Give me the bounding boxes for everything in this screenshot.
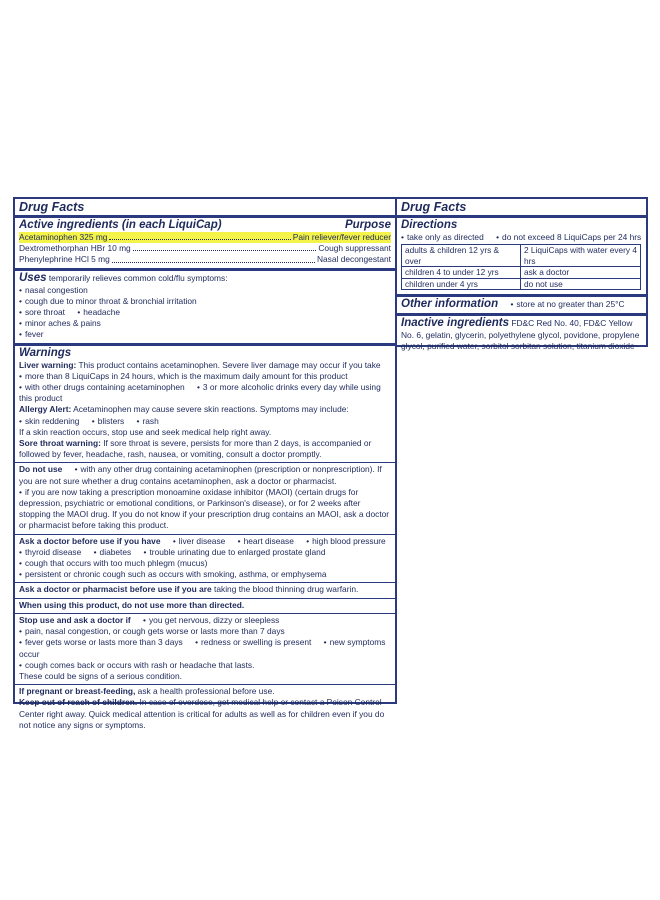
ask-pharmacist-text: taking the blood thinning drug warfarin. (214, 584, 359, 595)
ingredient-row (19, 232, 391, 243)
when-using-section (15, 599, 395, 613)
table-cell: ask a doctor (521, 267, 641, 279)
list-item: • cough that occurs with too much phlegm (mucus) (19, 558, 391, 569)
table-row (402, 267, 641, 279)
table-cell: adults & children 12 yrs & over (402, 245, 521, 267)
panel-title: Drug Facts (19, 200, 85, 214)
stop-use-label: Stop use and ask a doctor if (19, 614, 131, 625)
active-ingredients-section (15, 218, 395, 268)
allergy-alert-label: Allergy Alert: (19, 404, 72, 415)
panel-title: Drug Facts (401, 200, 467, 214)
list-item: • diabetes (94, 547, 132, 557)
uses-heading: Uses (19, 271, 47, 284)
ingredient-row (19, 254, 391, 265)
ingredient-purpose: Pain reliever/fever reducer (292, 232, 391, 242)
list-item: • do not exceed 8 LiquiCaps per 24 hrs (496, 232, 641, 242)
stop-use-section (15, 614, 395, 684)
warnings-section (15, 346, 395, 463)
pregnancy-section (15, 685, 395, 733)
liver-warning-label: Liver warning: (19, 359, 77, 370)
list-item: • pain, nasal congestion, or cough gets worse or lasts more than 7 days (19, 626, 391, 637)
warnings-heading: Warnings (19, 346, 72, 359)
list-item: • with other drugs containing acetaminophen (19, 382, 185, 392)
stop-use-after: These could be signs of a serious condition. (19, 670, 182, 681)
ask-pharmacist-label: Ask a doctor or pharmacist before use if you are (19, 584, 212, 595)
list-item: • persistent or chronic cough such as occurs with smoking, asthma, or emphysema (19, 569, 391, 580)
list-item: • cough comes back or occurs with rash or headache that lasts. (19, 660, 391, 671)
pregnancy-label: If pregnant or breast-feeding, (19, 686, 136, 697)
ingredient-purpose: Cough suppressant (318, 243, 391, 254)
uses-intro: temporarily relieves common cold/flu symptoms: (48, 272, 228, 283)
table-cell: children 4 to under 12 yrs (402, 267, 521, 279)
list-item: • high blood pressure (306, 536, 386, 546)
ingredient-name: Phenylephrine HCl 5 mg (19, 254, 110, 265)
list-item: • fever gets worse or lasts more than 3 days (19, 637, 183, 647)
do-not-use-label: Do not use (19, 464, 63, 475)
list-item: • store at no greater than 25°C (510, 299, 624, 309)
keep-out-reach-text: In case of overdose, get medical help or contact a Poison Control Center right away. Quick medical attention is critical for adults as well as for children even if you do not notice any signs or symptoms. (19, 697, 385, 730)
other-information-heading: Other information (401, 298, 499, 311)
purpose-heading: Purpose (344, 219, 391, 231)
liver-warning-text: This product contains acetaminophen. Severe liver damage may occur if you take (78, 359, 381, 370)
list-item: • blisters (92, 416, 124, 426)
inactive-ingredients-text: FD&C Red No. 40, FD&C Yellow No. 6, gelatin, glycerin, polyethylene glycol, povidone, propylene glycol, purified water, sorbitol sorbitan solution, titanium dioxide (401, 318, 640, 352)
when-using-label: When using this product, do not use more than directed. (19, 599, 245, 610)
ask-doctor-section (15, 535, 395, 583)
ingredient-name: Acetaminophen 325 mg (19, 232, 108, 242)
list-item: • liver disease (173, 536, 226, 546)
list-item: • rash (137, 416, 159, 426)
list-item: • sore throat (19, 307, 65, 317)
list-item: • 3 or more alcoholic drinks every day while using this product (19, 382, 381, 403)
inactive-ingredients-heading: Inactive ingredients (401, 317, 510, 330)
pregnancy-text: ask a health professional before use. (137, 686, 275, 697)
keep-out-reach-label: Keep out of reach of children. (19, 697, 138, 708)
list-item: • nasal congestion (19, 285, 391, 296)
list-item: • skin reddening (19, 416, 79, 426)
table-cell: children under 4 yrs (402, 278, 521, 290)
ask-doctor-label: Ask a doctor before use if you have (19, 535, 161, 546)
list-item: • cough due to minor throat & bronchial irritation (19, 296, 391, 307)
ingredient-purpose: Nasal decongestant (316, 254, 391, 265)
ingredient-name: Dextromethorphan HBr 10 mg (19, 243, 131, 254)
active-ingredients-heading: Active ingredients (in each LiquiCap) (19, 219, 222, 231)
table-cell: do not use (521, 278, 641, 290)
list-item: • minor aches & pains (19, 318, 391, 329)
allergy-after-text: If a skin reaction occurs, stop use and seek medical help right away. (19, 426, 272, 437)
table-row (402, 278, 641, 290)
table-row (402, 245, 641, 267)
sore-throat-label: Sore throat warning: (19, 438, 101, 449)
ingredient-row (19, 243, 391, 254)
list-item: • if you are now taking a prescription monoamine oxidase inhibitor (MAOI) (certain drugs for depression, psychiatric or emotional conditions, or Parkinson's disease), or for 2 weeks after stopping the MAOI drug. If you do not know if your prescription drug contains an MAOI, ask a doctor or pharmacist before taking this product. (19, 487, 391, 532)
directions-section (397, 218, 646, 294)
do-not-use-section (15, 463, 395, 533)
dosage-table (401, 244, 641, 290)
drug-facts-left-panel (13, 197, 397, 730)
list-item: • with any other drug containing acetaminophen (prescription or nonprescription). If you are not sure whether a drug contains acetaminophen, ask a doctor or pharmacist. (19, 464, 382, 485)
list-item: • fever (19, 329, 391, 340)
directions-heading: Directions (401, 219, 458, 231)
list-item: • take only as directed (401, 232, 484, 242)
list-item: • new symptoms occur (19, 637, 385, 658)
list-item: • heart disease (238, 536, 294, 546)
list-item: • you get nervous, dizzy or sleepless (143, 615, 279, 625)
list-item: • headache (77, 307, 120, 317)
list-item: • more than 8 LiquiCaps in 24 hours, which is the maximum daily amount for this product (19, 371, 391, 382)
uses-section (15, 271, 395, 343)
list-item: • redness or swelling is present (195, 637, 311, 647)
sore-throat-text: If sore throat is severe, persists for more than 2 days, is accompanied or followed by fever, headache, rash, nausea, or vomiting, consult a doctor promptly. (19, 438, 372, 460)
list-item: • thyroid disease (19, 547, 81, 557)
inactive-ingredients-section (397, 316, 646, 354)
list-item: • trouble urinating due to enlarged prostate gland (144, 547, 326, 557)
table-cell: 2 LiquiCaps with water every 4 hrs (521, 245, 641, 267)
allergy-alert-text: Acetaminophen may cause severe skin reactions. Symptoms may include: (73, 404, 349, 415)
drug-facts-right-panel (397, 197, 648, 352)
ask-pharmacist-section (15, 583, 395, 597)
other-information-section (397, 297, 646, 313)
